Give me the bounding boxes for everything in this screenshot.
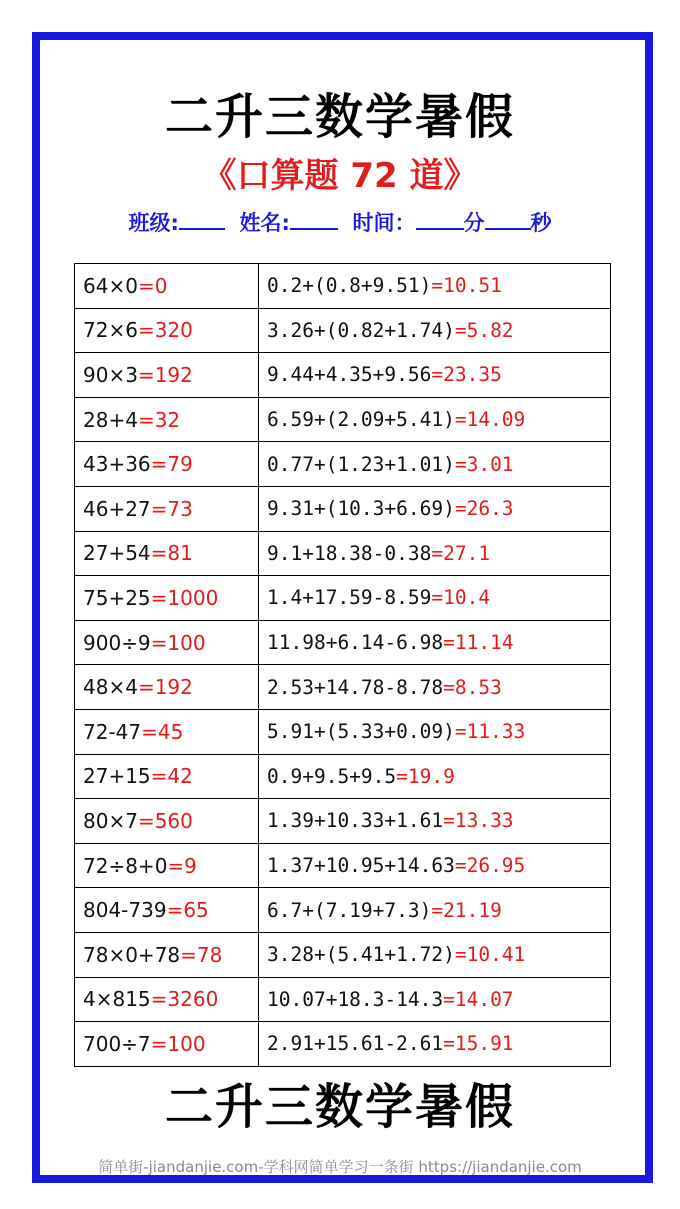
problem-answer: =560 <box>137 808 193 833</box>
table-row <box>75 397 611 442</box>
table-row <box>75 576 611 621</box>
problem-expression: 700÷7 <box>83 1031 151 1056</box>
problem-expression: 4×815 <box>83 987 151 1012</box>
decimal-problem-cell <box>259 620 611 665</box>
decimal-problem-cell <box>259 576 611 621</box>
decimal-problem-cell <box>259 799 611 844</box>
integer-problem-cell <box>75 977 259 1022</box>
integer-problem-cell <box>75 264 259 309</box>
class-blank <box>179 210 225 230</box>
problem-answer: =26.3 <box>454 497 514 521</box>
table-row <box>75 977 611 1022</box>
problem-answer: =19.9 <box>396 764 455 788</box>
bottom-title: 二升三数学暑假 <box>164 1079 515 1135</box>
problem-answer: =10.51 <box>431 274 502 298</box>
decimal-problem-cell <box>259 977 611 1022</box>
problem-expression: 72÷8+0 <box>83 853 168 878</box>
decimal-problem-cell <box>259 665 611 710</box>
problem-answer: =10.4 <box>431 586 491 610</box>
decimal-problem-cell <box>259 888 611 933</box>
problem-expression: 43+36 <box>83 452 151 477</box>
problem-expression: 1.39+10.33+1.61 <box>267 809 444 833</box>
decimal-problem-cell <box>259 709 611 754</box>
problem-expression: 0.9+9.5+9.5 <box>267 764 397 788</box>
table-row <box>75 843 611 888</box>
problem-expression: 3.28+(5.41+1.72) <box>267 943 455 967</box>
minute-blank <box>416 210 464 230</box>
minute-label: 分 <box>463 211 485 235</box>
problem-expression: 6.59+(2.09+5.41) <box>267 408 455 432</box>
problem-expression: 9.1+18.38-0.38 <box>267 541 432 565</box>
name-label: 姓名: <box>239 211 290 235</box>
time-label: 时间： <box>352 211 416 235</box>
problem-expression: 64×0 <box>83 273 138 298</box>
problem-answer: =45 <box>141 719 184 744</box>
table-row <box>75 486 611 531</box>
second-blank <box>485 210 531 230</box>
problem-answer: =9 <box>167 853 197 878</box>
integer-problem-cell <box>75 353 259 398</box>
problem-answer: =320 <box>137 318 193 343</box>
decimal-problem-cell <box>259 397 611 442</box>
problem-expression: 9.31+(10.3+6.69) <box>267 497 455 521</box>
integer-problem-cell <box>75 799 259 844</box>
second-label: 秒 <box>530 211 552 235</box>
problem-expression: 3.26+(0.82+1.74) <box>267 318 455 342</box>
decimal-problem-cell <box>259 843 611 888</box>
page-title: 二升三数学暑假 <box>164 89 515 145</box>
decimal-problem-cell <box>259 353 611 398</box>
integer-problem-cell <box>75 486 259 531</box>
problem-expression: 48×4 <box>83 675 138 700</box>
problem-answer: =100 <box>150 630 206 655</box>
table-row <box>75 531 611 576</box>
integer-problem-cell <box>75 531 259 576</box>
table-row <box>75 308 611 353</box>
student-info-line <box>0 207 680 237</box>
problem-expression: 900÷9 <box>83 630 151 655</box>
problem-answer: =8.53 <box>443 675 502 699</box>
decimal-problem-cell <box>259 932 611 977</box>
decimal-problem-cell <box>259 308 611 353</box>
table-row <box>75 1022 611 1067</box>
problem-expression: 11.98+6.14-6.98 <box>267 631 444 655</box>
integer-problem-cell <box>75 754 259 799</box>
decimal-problem-cell <box>259 531 611 576</box>
problem-answer: =14.07 <box>443 987 514 1011</box>
problem-expression: 0.77+(1.23+1.01) <box>267 452 455 476</box>
problem-answer: =73 <box>150 496 193 521</box>
problem-expression: 75+25 <box>83 585 151 610</box>
table-row <box>75 264 611 309</box>
problem-answer: =32 <box>137 407 181 432</box>
problem-expression: 72×6 <box>83 318 138 343</box>
problem-answer: =14.09 <box>454 408 526 432</box>
integer-problem-cell <box>75 576 259 621</box>
problem-answer: =11.33 <box>454 720 526 744</box>
decimal-problem-cell <box>259 754 611 799</box>
problem-expression: 1.37+10.95+14.63 <box>267 854 455 878</box>
problem-expression: 5.91+(5.33+0.09) <box>267 720 455 744</box>
worksheet-subtitle: 《口算题 72 道》 <box>202 156 478 196</box>
problem-answer: =0 <box>137 273 168 298</box>
decimal-problem-cell <box>259 1022 611 1067</box>
problem-answer: =26.95 <box>454 854 526 878</box>
problem-answer: =1000 <box>150 585 219 610</box>
problem-expression: 2.91+15.61-2.61 <box>267 1032 444 1056</box>
problem-answer: =79 <box>150 452 193 477</box>
problem-expression: 46+27 <box>83 496 151 521</box>
problem-expression: 804-739 <box>83 898 167 923</box>
problem-answer: =23.35 <box>431 363 502 387</box>
class-label: 班级: <box>128 211 179 235</box>
problem-table <box>74 263 611 1067</box>
problem-answer: =3260 <box>150 987 219 1012</box>
decimal-problem-cell <box>259 486 611 531</box>
problem-answer: =192 <box>137 675 193 700</box>
problem-answer: =3.01 <box>454 452 514 476</box>
name-blank <box>290 210 338 230</box>
integer-problem-cell <box>75 1022 259 1067</box>
problem-expression: 72-47 <box>83 719 142 744</box>
table-row <box>75 799 611 844</box>
problem-expression: 80×7 <box>83 808 138 833</box>
problem-expression: 78×0+78 <box>83 942 181 967</box>
problem-answer: =27.1 <box>431 541 491 565</box>
footer-watermark: 简单街-jiandanjie.com-学科网简单学习一条街 https://jiandanjie.com <box>98 1158 582 1176</box>
integer-problem-cell <box>75 709 259 754</box>
problem-answer: =21.19 <box>431 898 502 922</box>
problem-answer: =100 <box>150 1031 206 1056</box>
table-row <box>75 442 611 487</box>
table-row <box>75 665 611 710</box>
problem-expression: 90×3 <box>83 362 138 387</box>
problem-answer: =65 <box>166 898 209 923</box>
problem-answer: =81 <box>150 541 193 566</box>
problem-answer: =42 <box>150 764 193 789</box>
problem-expression: 10.07+18.3-14.3 <box>267 987 444 1011</box>
decimal-problem-cell <box>259 264 611 309</box>
problem-expression: 6.7+(7.19+7.3) <box>267 898 432 922</box>
integer-problem-cell <box>75 620 259 665</box>
integer-problem-cell <box>75 888 259 933</box>
integer-problem-cell <box>75 843 259 888</box>
decimal-problem-cell <box>259 442 611 487</box>
problem-answer: =10.41 <box>454 943 526 967</box>
table-row <box>75 888 611 933</box>
problem-answer: =192 <box>137 362 193 387</box>
problem-answer: =15.91 <box>443 1032 514 1056</box>
table-row <box>75 932 611 977</box>
integer-problem-cell <box>75 308 259 353</box>
integer-problem-cell <box>75 442 259 487</box>
problem-expression: 9.44+4.35+9.56 <box>267 363 432 387</box>
problem-answer: =5.82 <box>454 318 514 342</box>
problem-expression: 1.4+17.59-8.59 <box>267 586 432 610</box>
integer-problem-cell <box>75 397 259 442</box>
problem-answer: =11.14 <box>443 631 514 655</box>
problem-expression: 2.53+14.78-8.78 <box>267 675 444 699</box>
problem-answer: =78 <box>180 942 223 967</box>
problem-expression: 27+54 <box>83 541 151 566</box>
table-row <box>75 620 611 665</box>
table-row <box>75 754 611 799</box>
problem-answer: =13.33 <box>443 809 514 833</box>
integer-problem-cell <box>75 932 259 977</box>
problem-expression: 0.2+(0.8+9.51) <box>267 274 432 298</box>
table-row <box>75 709 611 754</box>
problem-expression: 27+15 <box>83 764 151 789</box>
integer-problem-cell <box>75 665 259 710</box>
problem-expression: 28+4 <box>83 407 138 432</box>
table-row <box>75 353 611 398</box>
